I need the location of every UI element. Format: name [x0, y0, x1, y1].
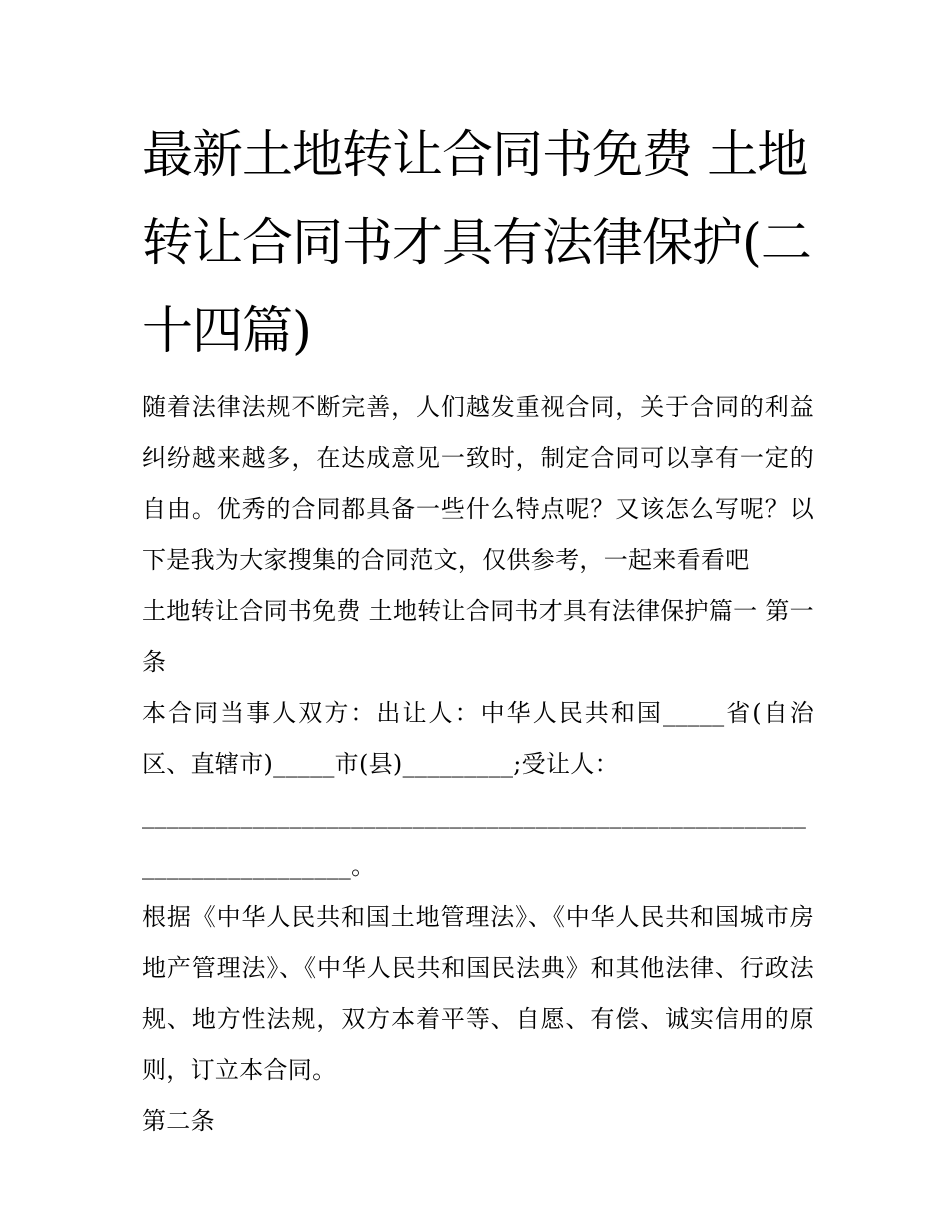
- legal-basis-paragraph: 根据《中华人民共和国土地管理法》、《中华人民共和国城市房地产管理法》、《中华人民共和国民法典》和其他法律、行政法规、地方性法规，双方本着平等、自愿、有偿、诚实信用的原则，订立本合同。: [142, 903, 814, 1084]
- fill-in-blank-line-end: _________________。: [142, 852, 376, 880]
- article-two-heading: 第二条: [142, 1107, 215, 1135]
- document-title: 最新土地转让合同书免费 土地转让合同书才具有法律保护(二十四篇): [142, 126, 811, 361]
- document-body: [142, 112, 814, 1147]
- parties-paragraph: 本合同当事人双方：出让人：中华人民共和国_____省(自治区、直辖市)_____市(县)_________;受让人：: [142, 699, 814, 778]
- fill-in-blank-line: ______________________________________________________: [142, 801, 807, 829]
- intro-paragraph: 随着法律法规不断完善，人们越发重视合同，关于合同的利益纠纷越来越多，在达成意见一致时，制定合同可以享有一定的自由。优秀的合同都具备一些什么特点呢？又该怎么写呢？以下是我为大家搜集的合同范文，仅供参考，一起来看看吧: [142, 393, 814, 574]
- section-heading: 土地转让合同书免费 土地转让合同书才具有法律保护篇一 第一条: [142, 597, 814, 676]
